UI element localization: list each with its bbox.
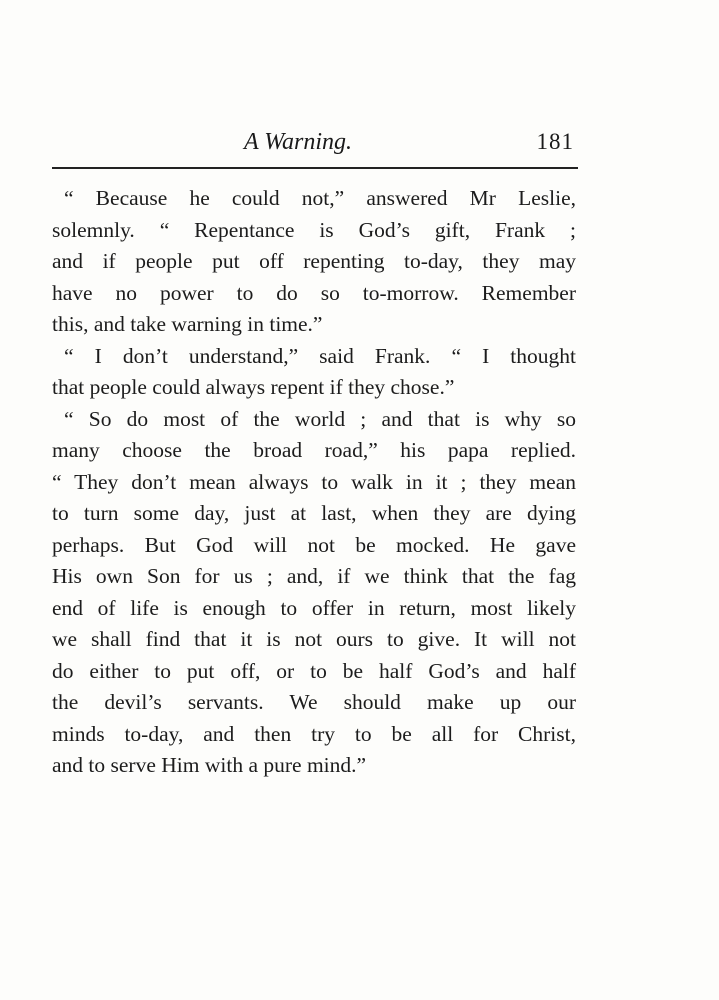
text-line: solemnly. “ Repentance is God’s gift, Frank ; [52, 217, 576, 242]
text-line: and if people put off repenting to-day, they may [52, 249, 576, 273]
text-line: this, and take warning in time.” [52, 312, 323, 336]
text-line: “ They don’t mean always to walk in it ; they mean [52, 469, 576, 494]
text-line: perhaps. But God will not be mocked. He gave [52, 532, 576, 557]
text-line: end of life is enough to offer in return, most likely [52, 595, 576, 620]
text-line: “ I don’t understand,” said Frank. “ I thought [64, 343, 576, 368]
page-number: 181 [536, 129, 574, 154]
text-line: His own Son for us ; and, if we think that the fag [52, 564, 576, 588]
text-line: we shall find that it is not ours to give. It will not [52, 627, 576, 651]
text-line: many choose the broad road,” his papa replied. [52, 438, 576, 462]
text-line: the devil’s servants. We should make up our [52, 690, 576, 714]
text-line: and to serve Him with a pure mind.” [52, 753, 367, 777]
text-line: do either to put off, or to be half God’s and half [52, 658, 576, 683]
text-line: have no power to do so to-morrow. Remember [52, 280, 576, 305]
text-line: “ So do most of the world ; and that is why so [64, 406, 576, 431]
text-line: minds to-day, and then try to be all for Christ, [52, 721, 576, 746]
header-rule [52, 167, 578, 169]
text-line: to turn some day, just at last, when they are dying [52, 501, 576, 525]
page-header [52, 126, 576, 162]
text-line: that people could always repent if they chose.” [52, 375, 455, 399]
running-title: A Warning. [244, 129, 353, 155]
body-text [52, 183, 576, 782]
text-line: “ Because he could not,” answered Mr Leslie, [64, 186, 576, 210]
